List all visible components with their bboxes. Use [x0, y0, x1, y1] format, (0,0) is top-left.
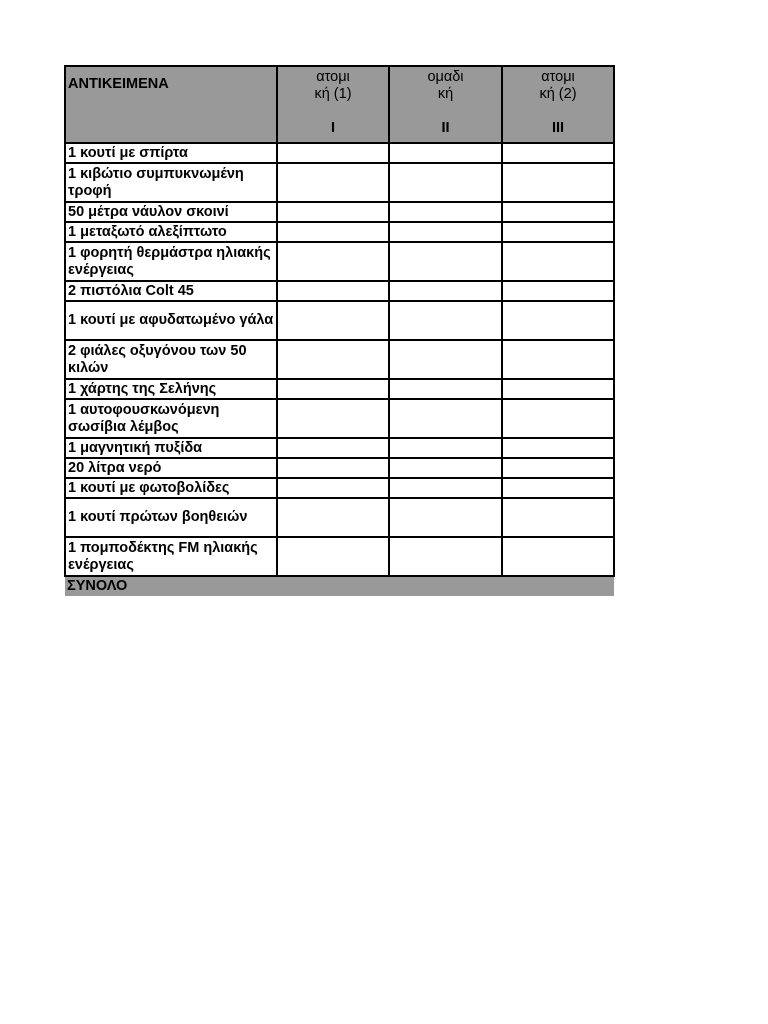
item-label: 1 πομποδέκτης FM ηλιακής ενέργειας [65, 537, 277, 576]
item-label: 1 κουτί με αφυδατωμένο γάλα [65, 301, 277, 340]
table-row [65, 537, 614, 576]
column-header-line1: ατομι [541, 69, 575, 85]
rank-cell-1[interactable] [277, 163, 389, 202]
rank-cell-3[interactable] [502, 163, 614, 202]
rank-cell-1[interactable] [277, 478, 389, 498]
rank-cell-3[interactable] [502, 399, 614, 438]
rank-cell-1[interactable] [277, 242, 389, 281]
rank-cell-2[interactable] [389, 537, 502, 576]
rank-cell-2[interactable] [389, 222, 502, 242]
rank-cell-1[interactable] [277, 143, 389, 163]
rank-cell-3[interactable] [502, 537, 614, 576]
item-label: 2 φιάλες οξυγόνου των 50 κιλών [65, 340, 277, 379]
rank-cell-1[interactable] [277, 438, 389, 458]
item-label: 1 μαγνητική πυξίδα [65, 438, 277, 458]
rank-cell-2[interactable] [389, 340, 502, 379]
item-label: 1 αυτοφουσκωνόμενη σωσίβια λέμβος [65, 399, 277, 438]
rank-cell-2[interactable] [389, 143, 502, 163]
item-label: 1 κουτί πρώτων βοηθειών [65, 498, 277, 537]
rank-cell-1[interactable] [277, 301, 389, 340]
rank-cell-2[interactable] [389, 242, 502, 281]
table-row [65, 438, 614, 458]
column-header-numeral: III [551, 120, 565, 136]
rank-cell-3[interactable] [502, 379, 614, 399]
item-label: 1 κουτί με φωτοβολίδες [65, 478, 277, 498]
rank-cell-1[interactable] [277, 458, 389, 478]
table-row [65, 222, 614, 242]
column-header-numeral: II [441, 120, 450, 136]
table-row [65, 399, 614, 438]
rank-cell-3[interactable] [502, 438, 614, 458]
rank-cell-3[interactable] [502, 143, 614, 163]
rank-cell-1[interactable] [277, 202, 389, 222]
column-header-individual-2 [502, 66, 614, 143]
rank-cell-2[interactable] [389, 458, 502, 478]
rank-cell-2[interactable] [389, 163, 502, 202]
table-row [65, 143, 614, 163]
table-row [65, 458, 614, 478]
table-row [65, 242, 614, 281]
column-header-individual-1 [277, 66, 389, 143]
column-header-line2: κή [437, 86, 454, 102]
rank-cell-2[interactable] [389, 438, 502, 458]
table-row [65, 281, 614, 301]
rank-cell-2[interactable] [389, 379, 502, 399]
rank-cell-3[interactable] [502, 281, 614, 301]
rank-cell-1[interactable] [277, 498, 389, 537]
table-row [65, 163, 614, 202]
items-header: ΑΝΤΙΚΕΙΜΕΝΑ [65, 66, 277, 143]
ranking-table [64, 65, 615, 596]
column-header-group [389, 66, 502, 143]
rank-cell-1[interactable] [277, 340, 389, 379]
item-label: 20 λίτρα νερό [65, 458, 277, 478]
column-header-line2: κή (2) [539, 86, 577, 102]
rank-cell-3[interactable] [502, 301, 614, 340]
item-label: 1 μεταξωτό αλεξίπτωτο [65, 222, 277, 242]
rank-cell-1[interactable] [277, 379, 389, 399]
column-header-numeral: I [330, 120, 336, 136]
item-label: 1 χάρτης της Σελήνης [65, 379, 277, 399]
item-label: 50 μέτρα νάυλον σκοινί [65, 202, 277, 222]
rank-cell-3[interactable] [502, 222, 614, 242]
total-label: ΣΥΝΟΛΟ [65, 576, 614, 596]
table-row [65, 498, 614, 537]
item-label: 2 πιστόλια Colt 45 [65, 281, 277, 301]
rank-cell-3[interactable] [502, 340, 614, 379]
rank-cell-2[interactable] [389, 478, 502, 498]
item-label: 1 κιβώτιο συμπυκνωμένη τροφή [65, 163, 277, 202]
column-header-line2: κή (1) [314, 86, 352, 102]
rank-cell-1[interactable] [277, 281, 389, 301]
rank-cell-2[interactable] [389, 202, 502, 222]
rank-cell-1[interactable] [277, 537, 389, 576]
total-row [65, 576, 614, 596]
column-header-line1: ομαδι [427, 69, 464, 85]
rank-cell-2[interactable] [389, 301, 502, 340]
rank-cell-2[interactable] [389, 399, 502, 438]
rank-cell-2[interactable] [389, 498, 502, 537]
table-row [65, 202, 614, 222]
rank-cell-1[interactable] [277, 399, 389, 438]
rank-cell-2[interactable] [389, 281, 502, 301]
item-label: 1 φορητή θερμάστρα ηλιακής ενέργειας [65, 242, 277, 281]
column-header-line1: ατομι [316, 69, 350, 85]
table-row [65, 340, 614, 379]
table-row [65, 301, 614, 340]
rank-cell-3[interactable] [502, 478, 614, 498]
table-row [65, 379, 614, 399]
rank-cell-3[interactable] [502, 202, 614, 222]
rank-cell-1[interactable] [277, 222, 389, 242]
table-row [65, 478, 614, 498]
item-label: 1 κουτί με σπίρτα [65, 143, 277, 163]
header-row [65, 66, 614, 143]
rank-cell-3[interactable] [502, 498, 614, 537]
rank-cell-3[interactable] [502, 242, 614, 281]
rank-cell-3[interactable] [502, 458, 614, 478]
